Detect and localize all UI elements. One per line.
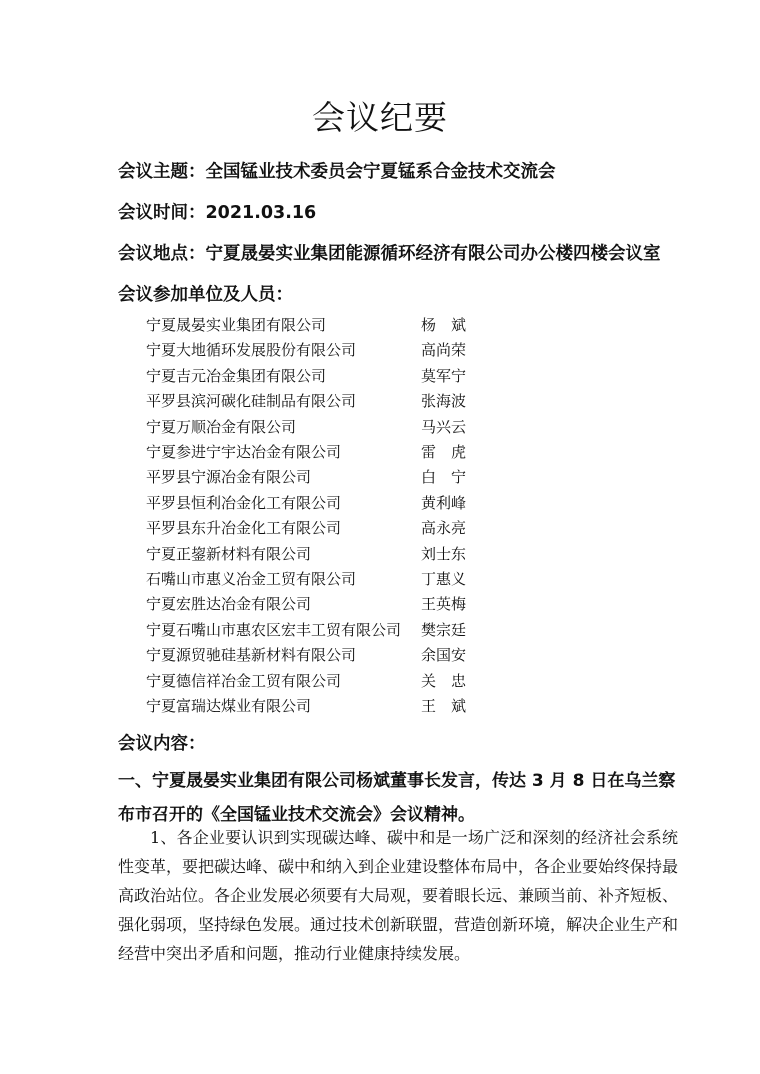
meeting-location — [118, 242, 661, 266]
meeting-location-label: 会议地点： — [118, 244, 206, 264]
attendee-org: 石嘴山市惠义冶金工贸有限公司 — [146, 570, 357, 588]
attendee-row — [0, 441, 760, 466]
attendee-row — [0, 644, 760, 669]
attendee-row — [0, 390, 760, 415]
attendee-name: 丁惠义 — [421, 570, 467, 588]
attendee-name: 王英梅 — [421, 595, 467, 614]
attendee-row — [0, 670, 760, 695]
attendee-name: 莫军宁 — [421, 366, 467, 385]
attendee-row — [0, 314, 760, 339]
attendee-row — [0, 517, 760, 542]
attendee-name: 樊宗廷 — [421, 620, 467, 639]
attendee-org: 平罗县滨河碳化硅制品有限公司 — [146, 392, 357, 411]
attendee-org: 宁夏石嘴山市惠农区宏丰工贸有限公司 — [146, 620, 402, 639]
attendee-row — [0, 619, 760, 644]
attendee-row — [0, 365, 760, 390]
attendee-row — [0, 466, 760, 491]
meeting-topic-label: 会议主题： — [118, 162, 206, 182]
attendee-org: 平罗县宁源冶金有限公司 — [146, 468, 312, 487]
attendee-row — [0, 695, 760, 720]
attendees-heading: 会议参加单位及人员： — [118, 285, 293, 305]
attendee-row — [0, 339, 760, 364]
meeting-topic — [118, 160, 556, 184]
attendee-org: 平罗县东升冶金化工有限公司 — [146, 519, 342, 538]
document-title: 会议纪要 — [312, 98, 448, 137]
attendee-row — [0, 593, 760, 618]
attendee-name: 张海波 — [421, 392, 467, 411]
meeting-topic-value: 全国锰业技术委员会宁夏锰系合金技术交流会 — [205, 162, 556, 182]
attendee-row — [0, 543, 760, 568]
attendee-org: 宁夏吉元冶金集团有限公司 — [146, 366, 327, 385]
attendee-org: 宁夏万顺冶金有限公司 — [146, 417, 297, 436]
attendee-name: 关 忠 — [421, 671, 467, 690]
attendee-name: 雷 虎 — [421, 443, 467, 461]
attendee-row — [0, 416, 760, 441]
meeting-time-label: 会议时间： — [118, 203, 206, 223]
attendee-name: 刘士东 — [421, 544, 467, 563]
meeting-location-value: 宁夏晟晏实业集团能源循环经济有限公司办公楼四楼会议室 — [205, 244, 661, 264]
attendee-org: 宁夏宏胜达冶金有限公司 — [146, 595, 312, 614]
attendee-org: 宁夏正鋆新材料有限公司 — [146, 544, 312, 563]
meeting-time — [118, 201, 316, 225]
section-1-heading: 一、宁夏晟晏实业集团有限公司杨斌董事长发言，传达 3 月 8 日在乌兰察布市召开的《全国锰业技术交流会》会议精神。 — [118, 771, 676, 825]
attendee-org: 平罗县恒利冶金化工有限公司 — [146, 493, 342, 512]
attendee-org: 宁夏德信祥冶金工贸有限公司 — [146, 671, 342, 690]
attendee-name: 黄利峰 — [421, 493, 467, 512]
attendee-name: 王 斌 — [421, 697, 467, 715]
attendee-org: 宁夏大地循环发展股份有限公司 — [146, 341, 357, 360]
attendee-org: 宁夏源贸驰硅基新材料有限公司 — [146, 646, 357, 665]
attendee-org: 宁夏富瑞达煤业有限公司 — [146, 697, 312, 715]
attendee-org: 宁夏晟晏实业集团有限公司 — [146, 316, 327, 334]
attendee-row — [0, 492, 760, 517]
meeting-time-value: 2021.03.16 — [205, 203, 317, 223]
attendee-name: 杨 斌 — [421, 316, 467, 334]
attendee-name: 余国安 — [421, 646, 467, 665]
attendee-name: 高永亮 — [421, 519, 467, 538]
attendee-name: 马兴云 — [421, 417, 467, 436]
section-1-paragraph-1: 1、各企业要认识到实现碳达峰、碳中和是一场广泛和深刻的经济社会系统性变革，要把碳达峰、碳中和纳入到企业建设整体布局中，各企业要始终保持最高政治站位。各企业发展必须要有大局观，要着眼长远、兼顾当前、补齐短板、强化弱项，坚持绿色发展。通过技术创新联盟，营造创新环境，解决企业生产和经营中突出矛盾和问题，推动行业健康持续发展。 — [118, 828, 679, 963]
attendee-name: 白 宁 — [421, 468, 467, 487]
attendee-row — [0, 568, 760, 593]
attendee-name: 高尚荣 — [421, 341, 467, 360]
attendee-org: 宁夏参进宁宇达冶金有限公司 — [146, 443, 342, 461]
content-heading: 会议内容： — [118, 734, 206, 754]
